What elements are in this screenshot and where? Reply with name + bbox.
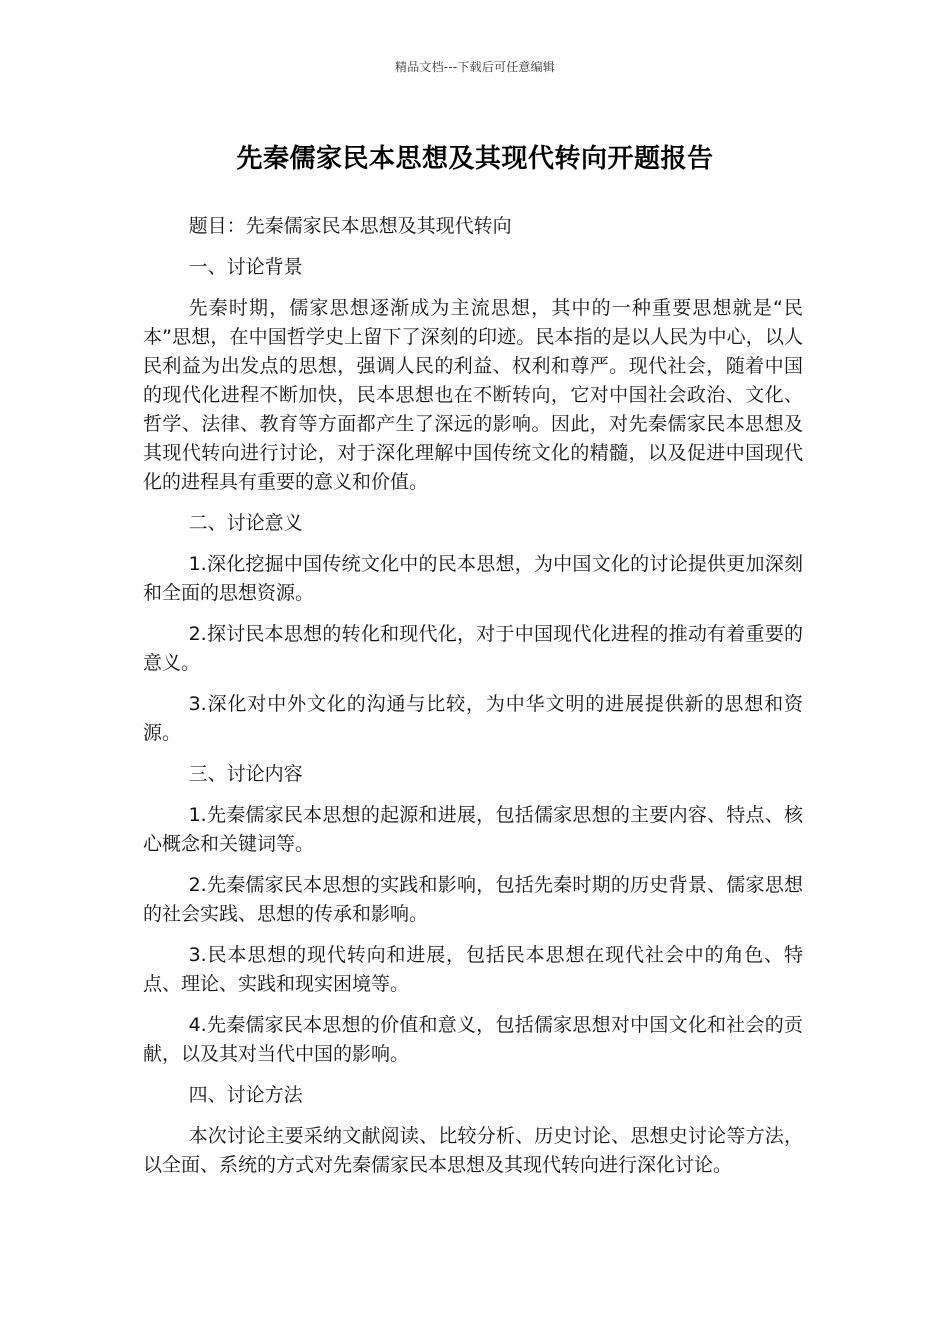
- significance-item-1: 1.深化挖掘中国传统文化中的民本思想，为中国文化的讨论提供更加深刻和全面的思想资源。: [143, 553, 803, 604]
- section-heading-method: 四、讨论方法: [188, 1084, 303, 1106]
- document-body: [143, 212, 803, 1192]
- significance-item-2: 2.探讨民本思想的转化和现代化，对于中国现代化进程的推动有着重要的意义。: [143, 623, 803, 674]
- content-item-3: 3.民本思想的现代转向和进展，包括民本思想在现代社会中的角色、特点、理论、实践和现实困境等。: [143, 944, 803, 995]
- section-heading-significance: 二、讨论意义: [188, 512, 303, 534]
- content-item-4: 4.先秦儒家民本思想的价值和意义，包括儒家思想对中国文化和社会的贡献，以及其对当代中国的影响。: [143, 1014, 803, 1065]
- content-item-2: 2.先秦儒家民本思想的实践和影响，包括先秦时期的历史背景、儒家思想的社会实践、思想的传承和影响。: [143, 874, 803, 925]
- method-paragraph: 本次讨论主要采纳文献阅读、比较分析、历史讨论、思想史讨论等方法，以全面、系统的方式对先秦儒家民本思想及其现代转向进行深化讨论。: [143, 1125, 803, 1176]
- header-note: 精品文档---下载后可任意编辑: [395, 60, 555, 74]
- content-item-1: 1.先秦儒家民本思想的起源和进展，包括儒家思想的主要内容、特点、核心概念和关键词等。: [143, 804, 803, 855]
- document-title: 先秦儒家民本思想及其现代转向开题报告: [236, 144, 714, 174]
- section-heading-content: 三、讨论内容: [188, 763, 303, 785]
- section-heading-background: 一、讨论背景: [188, 256, 303, 278]
- significance-item-3: 3.深化对中外文化的沟通与比较，为中华文明的进展提供新的思想和资源。: [143, 693, 803, 744]
- topic-line: 题目：先秦儒家民本思想及其现代转向: [188, 215, 512, 237]
- background-paragraph: 先秦时期，儒家思想逐渐成为主流思想，其中的一种重要思想就是“民本”思想，在中国哲学史上留下了深刻的印迹。民本指的是以人民为中心，以人民利益为出发点的思想，强调人民的利益、权利和尊严。现代社会，随着中国的现代化进程不断加快，民本思想也在不断转向，它对中国社会政治、文化、哲学、法律、教育等方面都产生了深远的影响。因此，对先秦儒家民本思想及其现代转向进行讨论，对于深化理解中国传统文化的精髓，以及促进中国现代化的进程具有重要的意义和价值。: [143, 297, 803, 493]
